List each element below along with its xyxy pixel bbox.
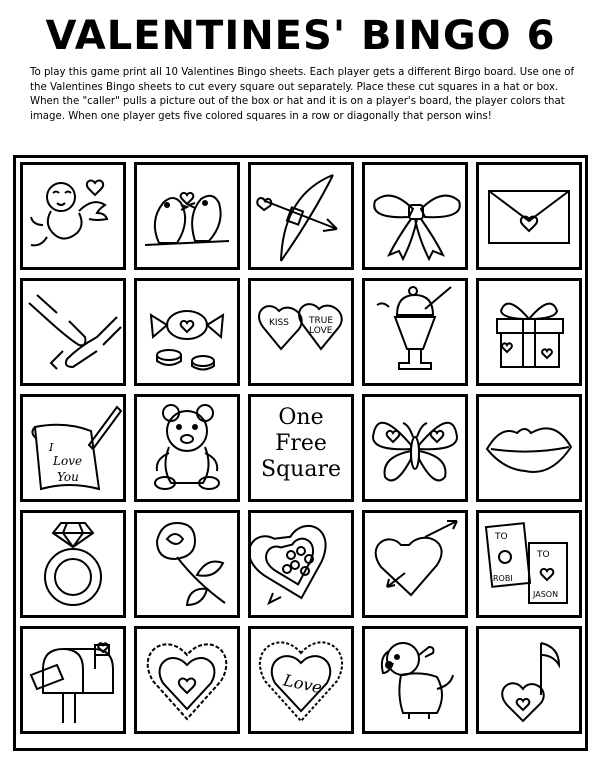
bingo-board	[13, 155, 588, 751]
candies-icon	[137, 281, 237, 383]
bingo-cell-milkshake[interactable]	[362, 278, 468, 386]
bingo-cell-heart-arrow[interactable]	[362, 510, 468, 618]
bingo-cell-envelope[interactable]	[476, 162, 582, 270]
valentine-cards-icon	[479, 513, 579, 615]
bingo-cell-ribbon-bow[interactable]	[362, 162, 468, 270]
bingo-cell-candy-hearts[interactable]	[248, 278, 354, 386]
bingo-cell-valentine-cards[interactable]	[476, 510, 582, 618]
chocolate-box-icon	[251, 513, 351, 615]
bingo-cell-gift-box[interactable]	[476, 278, 582, 386]
candy-heart-label: KISS	[269, 318, 289, 328]
candy-heart-label: TRUE	[309, 316, 334, 326]
card-label: JASON	[533, 590, 559, 599]
bingo-cell-love-heart[interactable]	[248, 626, 354, 734]
bingo-cell-music-note-heart[interactable]	[476, 626, 582, 734]
bingo-cell-butterfly[interactable]	[362, 394, 468, 502]
card-label: TO	[537, 550, 550, 560]
love-label: Love	[281, 670, 324, 698]
love-letter-icon	[23, 397, 123, 499]
love-heart-icon	[251, 629, 351, 731]
teddy-bear-icon	[137, 397, 237, 499]
free-square-line: One	[278, 405, 324, 430]
page-title: VALENTINES' BINGO 6	[45, 13, 556, 59]
holding-hands-icon	[23, 281, 123, 383]
bingo-cell-diamond-ring[interactable]	[20, 510, 126, 618]
rose-icon	[137, 513, 237, 615]
bingo-cell-mailbox[interactable]	[20, 626, 126, 734]
candy-heart-label: LOVE	[309, 326, 333, 336]
music-note-heart-icon	[479, 629, 579, 731]
envelope-icon	[479, 165, 579, 267]
lips-icon	[479, 397, 579, 499]
free-square-line: Free	[275, 431, 327, 456]
card-label: ROBI	[493, 574, 513, 583]
bingo-cell-lace-heart[interactable]	[134, 626, 240, 734]
ribbon-bow-icon	[365, 165, 465, 267]
gift-box-icon	[479, 281, 579, 383]
bow-and-arrow-icon	[251, 165, 351, 267]
bingo-cell-free-square[interactable]	[248, 394, 354, 502]
lovebirds-icon	[137, 165, 237, 267]
free-square-text	[251, 405, 351, 483]
bingo-cell-lovebirds[interactable]	[134, 162, 240, 270]
bingo-cell-rose[interactable]	[134, 510, 240, 618]
bingo-cell-cupid[interactable]	[20, 162, 126, 270]
mailbox-icon	[23, 629, 123, 731]
letter-text: You	[57, 470, 79, 484]
candy-hearts-icon	[251, 281, 351, 383]
lace-heart-icon	[137, 629, 237, 731]
card-label: TO	[495, 532, 508, 542]
bingo-cell-holding-hands[interactable]	[20, 278, 126, 386]
milkshake-icon	[365, 281, 465, 383]
letter-text: I	[49, 441, 54, 454]
game-instructions: To play this game print all 10 Valentines Bingo sheets. Each player gets a different Birgo board. Use one of the Valentines Bingo sheets to cut every square out separately. Place these cut squares in a hat or box. When the "caller" pulls a picture out of the box or hat and it is on a player's board, the player colors that image. When one player gets five colored squares in a row or diagonally that person wins!	[30, 67, 575, 122]
bingo-cell-chocolate-box[interactable]	[248, 510, 354, 618]
bingo-cell-teddy-bear[interactable]	[134, 394, 240, 502]
bingo-cell-love-letter[interactable]	[20, 394, 126, 502]
bingo-cell-puppy[interactable]	[362, 626, 468, 734]
letter-text: Love	[53, 454, 83, 468]
butterfly-icon	[365, 397, 465, 499]
puppy-icon	[365, 629, 465, 731]
bingo-cell-lips[interactable]	[476, 394, 582, 502]
heart-arrow-icon	[365, 513, 465, 615]
cupid-icon	[23, 165, 123, 267]
bingo-cell-bow-and-arrow[interactable]	[248, 162, 354, 270]
bingo-cell-candies[interactable]	[134, 278, 240, 386]
free-square-line: Square	[261, 457, 341, 482]
diamond-ring-icon	[23, 513, 123, 615]
